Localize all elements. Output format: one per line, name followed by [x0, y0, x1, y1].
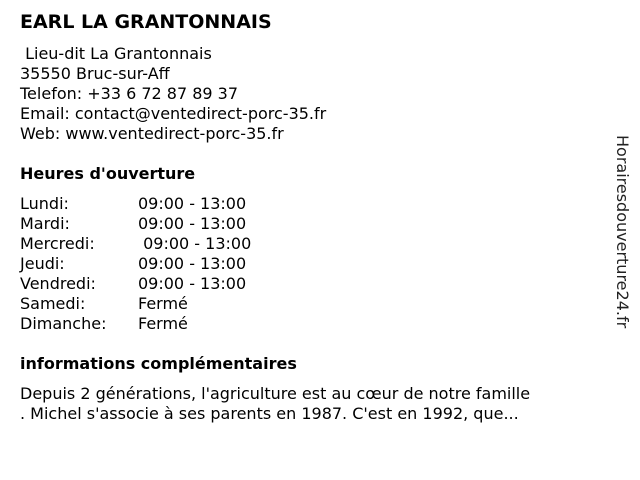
- description-line: . Michel s'associe à ses parents en 1987. C'est en 1992, que...: [20, 404, 519, 423]
- hours-row-friday: [20, 274, 320, 294]
- description-text: [20, 384, 580, 424]
- time-value: 09:00 - 13:00: [138, 254, 247, 273]
- hours-row-tuesday: [20, 214, 320, 234]
- hours-row-saturday: [20, 294, 320, 314]
- business-name: EARL LA GRANTONNAIS: [20, 11, 272, 33]
- time-value: 09:00 - 13:00: [138, 234, 252, 253]
- day-label: Samedi:: [20, 294, 86, 313]
- time-value: Fermé: [138, 314, 188, 333]
- description-line: Depuis 2 générations, l'agriculture est au cœur de notre famille: [20, 384, 531, 403]
- day-label: Dimanche:: [20, 314, 107, 333]
- hours-row-sunday: [20, 314, 320, 334]
- hours-row-wednesday: [20, 234, 320, 254]
- info-heading: informations complémentaires: [20, 354, 297, 373]
- day-label: Vendredi:: [20, 274, 96, 293]
- time-value: Fermé: [138, 294, 188, 313]
- site-brand-vertical: Horairesdouverture24.fr: [613, 135, 632, 329]
- hours-row-thursday: [20, 254, 320, 274]
- day-label: Mercredi:: [20, 234, 95, 253]
- website-link[interactable]: Web: www.ventedirect-porc-35.fr: [20, 124, 284, 143]
- day-label: Jeudi:: [20, 254, 65, 273]
- opening-hours-table: [20, 194, 320, 334]
- hours-row-monday: [20, 194, 320, 214]
- time-value: 09:00 - 13:00: [138, 194, 247, 213]
- time-value: 09:00 - 13:00: [138, 274, 247, 293]
- day-label: Lundi:: [20, 194, 69, 213]
- contact-block: [20, 44, 326, 144]
- address-street: Lieu-dit La Grantonnais: [20, 44, 212, 63]
- day-label: Mardi:: [20, 214, 70, 233]
- address-city: 35550 Bruc-sur-Aff: [20, 64, 170, 83]
- phone-number[interactable]: Telefon: +33 6 72 87 89 37: [20, 84, 239, 103]
- time-value: 09:00 - 13:00: [138, 214, 247, 233]
- hours-heading: Heures d'ouverture: [20, 164, 196, 183]
- email-address[interactable]: Email: contact@ventedirect-porc-35.fr: [20, 104, 327, 123]
